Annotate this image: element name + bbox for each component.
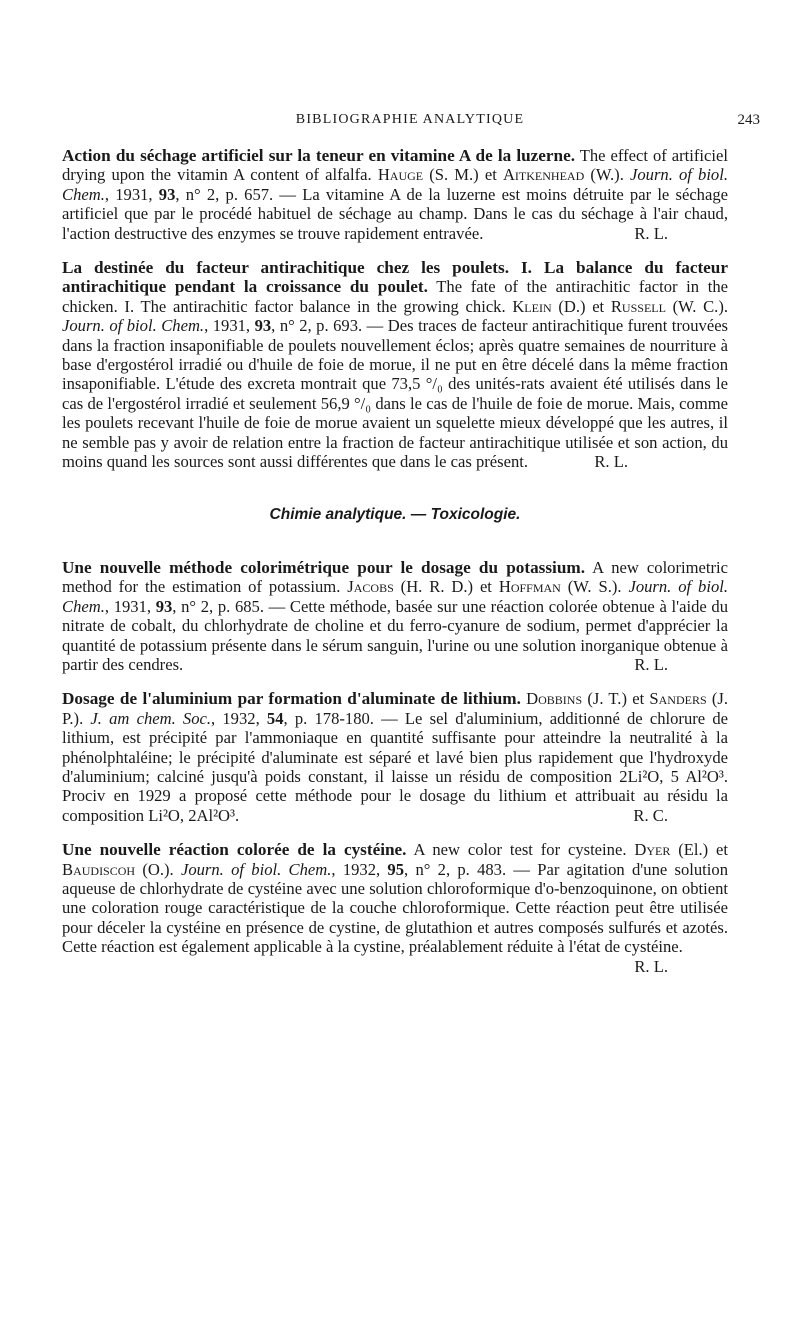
author-initials: (W. S.).: [560, 577, 629, 597]
citation-year: , 1931,: [104, 596, 156, 616]
reviewer-initials: R. L.: [634, 654, 668, 674]
article-potassium-colorimetric: [62, 558, 728, 674]
citation-pages: , n° 2, p. 685. —: [172, 596, 290, 616]
article-summary: Cette méthode, basée sur une réaction colorée obtenue à l'aide du nitrate de cobalt, du chlorhydrate de choline et du ferro-cyanure de sodium, permet d'apprécier la quantité de potassium présente dans le sérum sanguin, l'urine ou une solution inorganique obtenue à partir des cendres.: [62, 596, 728, 674]
journal-name: Journ. of biol. Chem.: [62, 165, 728, 204]
author-initials: (W. C.).: [665, 296, 729, 316]
citation-pages: , n° 2, p. 657. —: [175, 184, 303, 204]
article-vitamin-a-alfalfa: [62, 146, 728, 243]
author-name: Dobbins: [526, 689, 583, 709]
author-initials: (J. T.) et: [582, 689, 650, 709]
author-name: Aitkenhead: [502, 165, 585, 185]
author-initials: (W.).: [584, 165, 630, 185]
article-summary: Le sel d'aluminium, additionné de chlorure de lithium, est précipité par l'ammoniaque en quantité suffisante pour atteindre la neutralité à la phénolphtaléine; le précipité d'aluminate est séparé et lavé bien plus rapidement que l'hydroxyde d'aluminium; calciné jusqu'à poids constant, il laisse un résidu de composition 2Li²O, 5 Al²O³. Prociv en 1929 a proposé cette méthode pour le dosage du lithium et attribuait au résidu la composition Li²O, 2Al²O³.: [62, 708, 728, 825]
journal-name: Journ. of biol. Chem.: [62, 577, 729, 616]
author-name: Hauge: [377, 165, 424, 185]
article-summary: La vitamine A de la luzerne est moins détruite par le séchage artificiel que par le procédé habituel de séchage au champ. Dans le cas du séchage à l'air chaud, l'action destructive des enzymes se trouve rapidement entravée.: [62, 184, 729, 243]
author-name: Hoffman: [498, 577, 561, 597]
article-title: Action du séchage artificiel sur la teneur en vitamine A de la luzerne.: [62, 146, 576, 165]
author-name: Baudiscoh: [62, 859, 136, 879]
article-summary: Des traces de facteur antirachitique furent trouvées dans la fraction insaponifiable de poulets nouvellement éclos; après quatre semaines de nourriture à base d'ergostérol irradié ou d'huile de foie de morue, il ne put en être décelé dans la même fraction insaponifiable. L'étude des excreta montrait que 73,5 °/₀ des unités-rats avaient été utilisés dans le cas de l'ergostérol irradié et seulement 56,9 °/₀ dans le cas de l'huile de foie de morue. Mais, comme les poulets recevant l'huile de foie de morue avaient un squelette mieux développé que les autres, il ne semble pas y avoir de relation entre la fraction de facteur antirachitique utilisée et son action, du moins quand les sources sont aussi différentes que dans le cas présent.: [62, 316, 729, 472]
author-name: Klein: [512, 296, 552, 316]
reviewer-initials: R. C.: [633, 805, 668, 825]
citation-volume: 54: [266, 708, 284, 728]
citation-volume: 93: [254, 316, 272, 336]
citation-volume: 93: [155, 596, 173, 616]
section-heading: Chimie analytique. — Toxicologie.: [269, 505, 521, 523]
page-number: 243: [737, 112, 760, 128]
citation-year: , 1931,: [204, 316, 255, 336]
author-initials: (D.) et: [551, 296, 611, 316]
author-initials: (H. R. D.) et: [393, 577, 499, 597]
english-title: The effect of artificiel drying upon the vitamin A content of alfalfa.: [62, 146, 728, 185]
author-name: Russell: [610, 296, 666, 316]
reviewer-initials: R. L.: [634, 223, 668, 243]
author-initials: (El.) et: [670, 840, 728, 860]
english-title: A new color test for cysteine.: [413, 840, 627, 860]
citation-volume: 93: [158, 184, 176, 204]
article-title: Dosage de l'aluminium par formation d'aluminate de lithium.: [62, 689, 521, 709]
article-title: Une nouvelle méthode colorimétrique pour le dosage du potassium.: [62, 557, 585, 577]
citation-year: , 1932,: [331, 859, 388, 879]
author-initials: (S. M.) et: [423, 165, 503, 185]
citation-year: , 1932,: [211, 708, 267, 728]
article-aluminium-lithium: [62, 689, 728, 825]
author-name: Dyer: [634, 840, 671, 860]
english-title: The fate of the antirachitic factor in the chicken. I. The antirachitic factor balance in the growing chick.: [62, 277, 728, 316]
citation-pages: , n° 2, p. 693. —: [271, 316, 388, 336]
author-initials: (J. P.).: [62, 689, 729, 728]
reviewer-initials: R. L.: [594, 452, 628, 472]
author-name: Jacobs: [347, 577, 394, 597]
journal-name: J. am chem. Soc.: [90, 708, 212, 728]
page-content: [62, 146, 728, 976]
journal-name: Journ. of biol. Chem.: [62, 316, 205, 336]
article-cysteine-color-test: [62, 840, 728, 976]
citation-pages: , n° 2, p. 483. —: [404, 859, 538, 879]
english-title: A new colorimetric method for the estimation of potassium.: [62, 557, 728, 597]
reviewer-initials: R. L.: [634, 956, 668, 976]
author-initials: (O.).: [135, 859, 181, 879]
running-head: BIBLIOGRAPHIE ANALYTIQUE: [295, 112, 525, 127]
citation-volume: 95: [387, 859, 405, 879]
article-summary: Par agitation d'une solution aqueuse de chlorhydrate de cystéine avec une solution chloroformique d'o-benzoquinone, on obtient une coloration rouge caractéristique de la couche chloroformique. Cette réaction peut être utilisée pour déceler la cystéine en présence de cystine, de glutathion et autres composés sulfurés et azotés. Cette réaction est également applicable à la cystine, préalablement réduite à l'état de cystéine.: [62, 859, 728, 957]
journal-name: Journ. of biol. Chem.: [180, 859, 332, 879]
citation-year: , 1931,: [104, 184, 159, 204]
article-title: Une nouvelle réaction colorée de la cystéine.: [62, 840, 407, 860]
article-title: La destinée du facteur antirachitique chez les poulets. I. La balance du facteur antirachitique pendant la croissance du poulet.: [62, 258, 728, 297]
author-name: Sanders: [649, 689, 707, 709]
citation-pages: , p. 178-180. —: [283, 708, 405, 728]
article-antirachitic-chicken: [62, 258, 728, 471]
page-header: [60, 112, 760, 134]
